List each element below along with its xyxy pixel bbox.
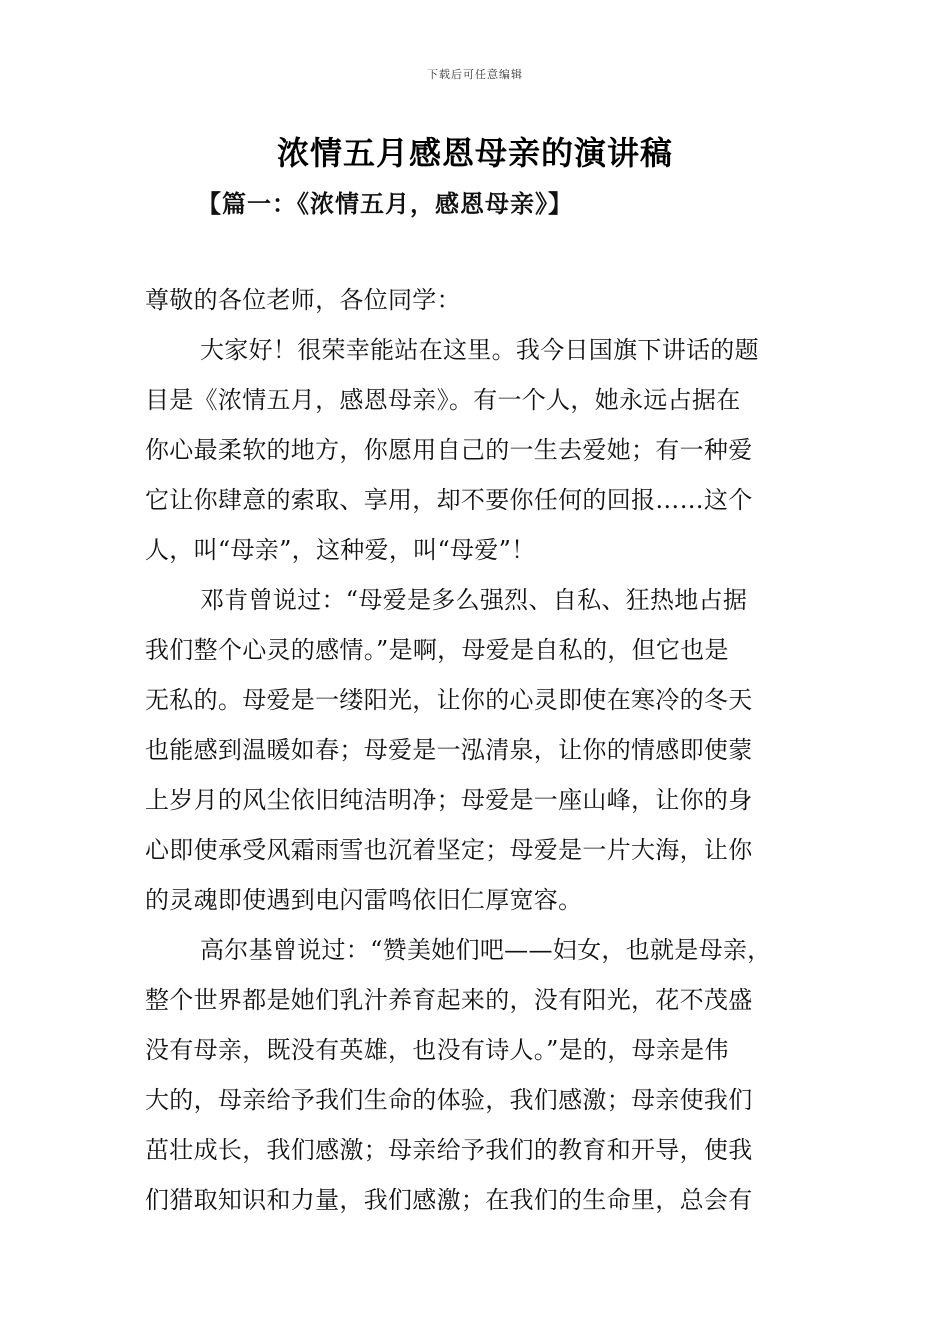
paragraph-2-line-2: 我们整个心灵的感情。”是啊，母爱是自私的，但它也是 <box>145 636 729 664</box>
paragraph-1-line-1: 大家好！很荣幸能站在这里。我今日国旗下讲话的题 <box>200 336 759 364</box>
paragraph-3-line-1: 高尔基曾说过：“赞美她们吧——妇女，也就是母亲， <box>200 936 772 964</box>
paragraph-3-line-4: 大的，母亲给予我们生命的体验，我们感激；母亲使我们 <box>145 1086 753 1114</box>
salutation-line: 尊敬的各位老师，各位同学： <box>145 286 461 314</box>
paragraph-3-line-6: 们猎取知识和力量，我们感激；在我们的生命里，总会有 <box>145 1186 753 1214</box>
paragraph-2-line-7: 的灵魂即使遇到电闪雷鸣依旧仁厚宽容。 <box>145 886 583 914</box>
paragraph-3-line-2: 整个世界都是她们乳汁养育起来的，没有阳光，花不茂盛 <box>145 986 753 1014</box>
paragraph-2-line-4: 也能感到温暖如春；母爱是一泓清泉，让你的情感即使蒙 <box>145 736 753 764</box>
paragraph-3-line-5: 茁壮成长，我们感激；母亲给予我们的教育和开导，使我 <box>145 1136 753 1164</box>
paragraph-1-line-2: 目是《浓情五月，感恩母亲》。有一个人，她永远占据在 <box>145 386 741 414</box>
header-note: 下载后可任意编辑 <box>427 68 523 81</box>
paragraph-1-line-5: 人，叫“母亲”，这种爱，叫“母爱”！ <box>145 536 536 564</box>
paragraph-3-line-3: 没有母亲，既没有英雄，也没有诗人。”是的，母亲是伟 <box>145 1036 729 1064</box>
paragraph-1-line-4: 它让你肆意的索取、享用，却不要你任何的回报……这个 <box>145 486 753 514</box>
document-body <box>145 285 810 1235</box>
paragraph-2-line-1: 邓肯曾说过：“母爱是多么强烈、自私、狂热地占据 <box>200 586 748 614</box>
paragraph-2-line-5: 上岁月的风尘依旧纯洁明净；母爱是一座山峰，让你的身 <box>145 786 753 814</box>
document-title: 浓情五月感恩母亲的演讲稿 <box>276 134 673 172</box>
document-subtitle: 【篇一：《浓情五月，感恩母亲》】 <box>197 189 573 218</box>
paragraph-2-line-3: 无私的。母爱是一缕阳光，让你的心灵即使在寒冷的冬天 <box>145 686 753 714</box>
paragraph-2-line-6: 心即使承受风霜雨雪也沉着坚定；母爱是一片大海，让你 <box>145 836 753 864</box>
paragraph-1-line-3: 你心最柔软的地方，你愿用自己的一生去爱她；有一种爱 <box>145 436 753 464</box>
